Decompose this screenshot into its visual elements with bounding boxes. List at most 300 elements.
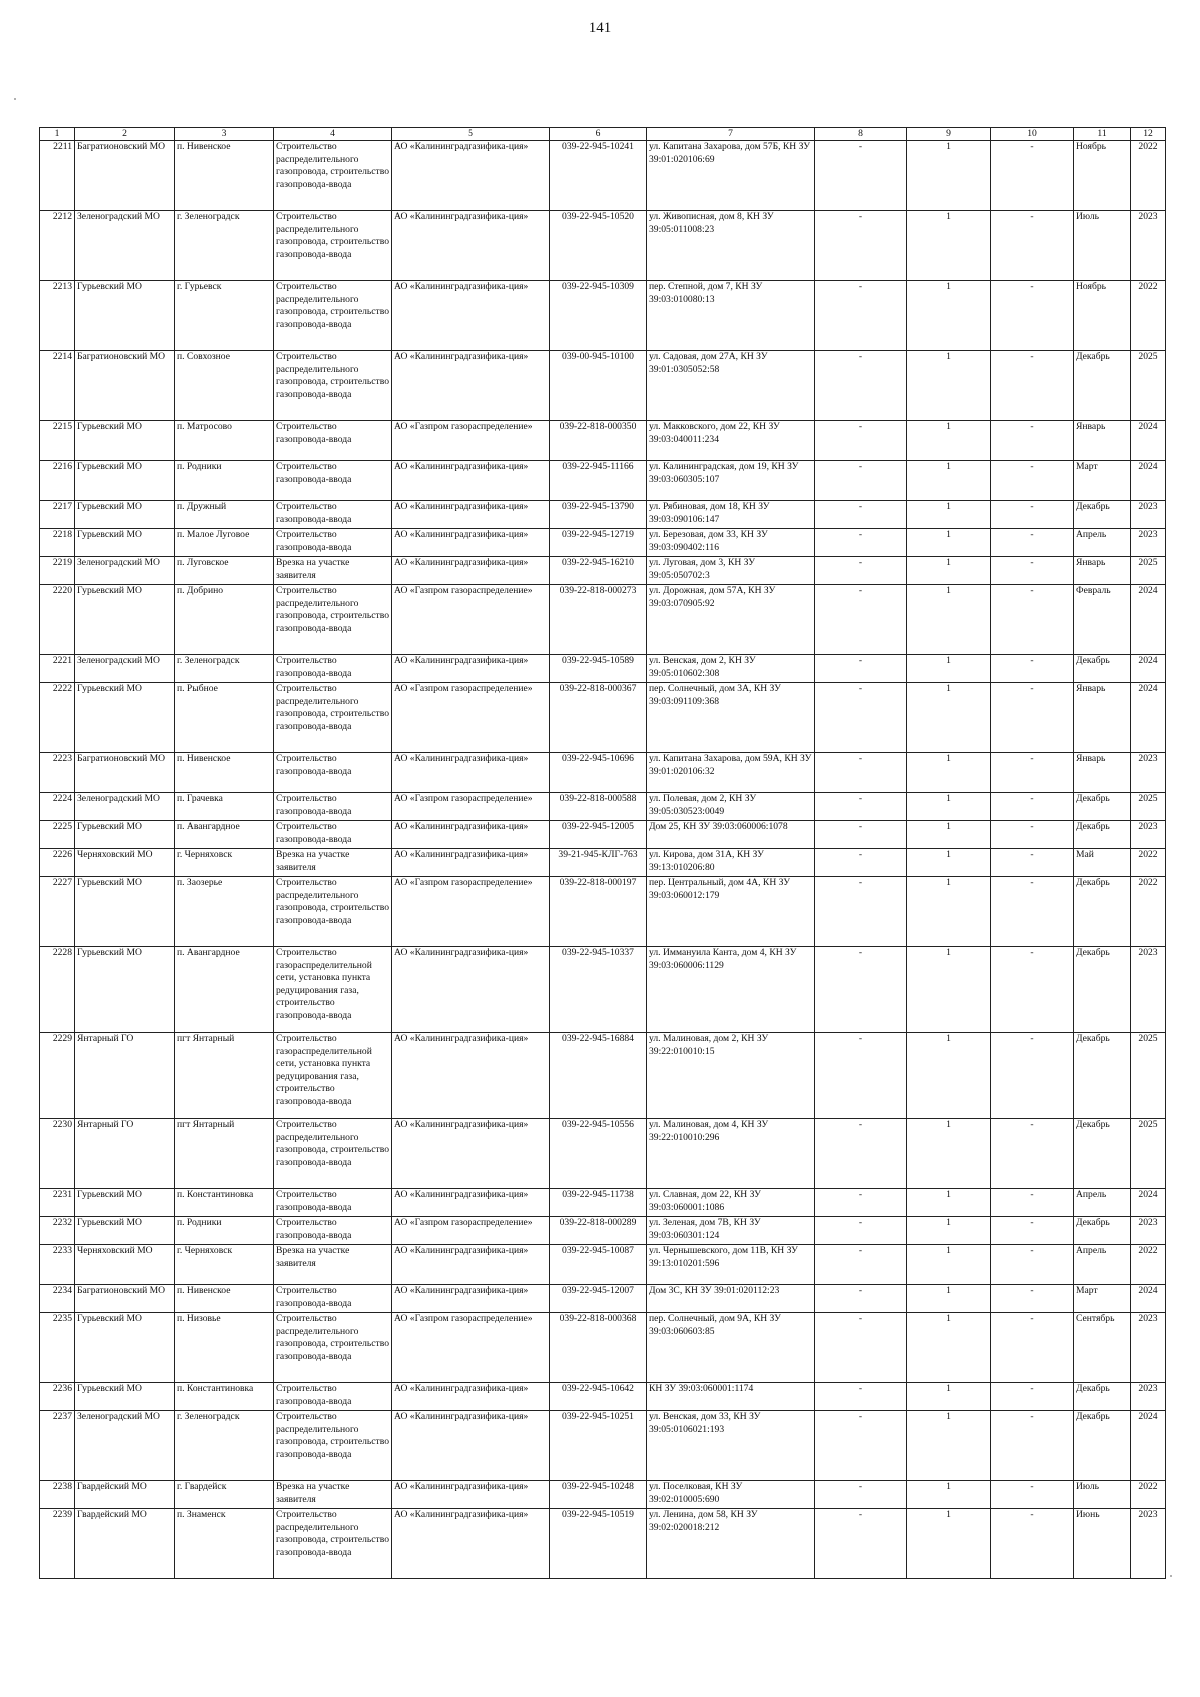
cell-municipality: Гурьевский МО [75, 947, 175, 1033]
table-row [40, 141, 1166, 211]
cell-organization: АО «Газпром газораспределение» [392, 877, 550, 947]
table-row [40, 877, 1166, 947]
cell-address: ул. Калининградская, дом 19, КН ЗУ 39:03:060305:107 [647, 461, 815, 501]
cell-locality: п. Нивенское [175, 753, 274, 793]
cell-year: 2023 [1131, 821, 1166, 849]
cell-code: 039-22-818-000197 [550, 877, 647, 947]
cell-organization: АО «Калининградгазифика-ция» [392, 1033, 550, 1119]
cell-year: 2023 [1131, 501, 1166, 529]
cell-col9: 1 [907, 1119, 991, 1189]
cell-year: 2024 [1131, 1285, 1166, 1313]
cell-col9: 1 [907, 211, 991, 281]
cell-code: 039-22-945-12005 [550, 821, 647, 849]
cell-municipality: Гурьевский МО [75, 501, 175, 529]
cell-col8: - [815, 1245, 907, 1285]
cell-col8: - [815, 655, 907, 683]
cell-address: ул. Поселковая, КН ЗУ 39:02:010005:690 [647, 1481, 815, 1509]
cell-code: 039-00-945-10100 [550, 351, 647, 421]
cell-work-type: Строительство газопровода-ввода [274, 461, 392, 501]
cell-col10: - [991, 1509, 1074, 1579]
cell-month: Декабрь [1074, 821, 1131, 849]
table-row [40, 849, 1166, 877]
cell-number: 2226 [40, 849, 75, 877]
cell-year: 2024 [1131, 461, 1166, 501]
cell-col10: - [991, 141, 1074, 211]
cell-col8: - [815, 753, 907, 793]
cell-address: ул. Иммануила Канта, дом 4, КН ЗУ 39:03:060006:1129 [647, 947, 815, 1033]
cell-organization: АО «Газпром газораспределение» [392, 793, 550, 821]
cell-municipality: Багратионовский МО [75, 753, 175, 793]
cell-year: 2023 [1131, 1383, 1166, 1411]
cell-code: 039-22-945-10519 [550, 1509, 647, 1579]
cell-address: ул. Садовая, дом 27А, КН ЗУ 39:01:0305052:58 [647, 351, 815, 421]
cell-code: 039-22-945-10087 [550, 1245, 647, 1285]
table-row [40, 753, 1166, 793]
cell-municipality: Гурьевский МО [75, 683, 175, 753]
cell-code: 039-22-945-11166 [550, 461, 647, 501]
cell-address: ул. Луговая, дом 3, КН ЗУ 39:05:050702:3 [647, 557, 815, 585]
cell-locality: г. Зеленоградск [175, 211, 274, 281]
cell-organization: АО «Калининградгазифика-ция» [392, 1119, 550, 1189]
cell-organization: АО «Калининградгазифика-ция» [392, 501, 550, 529]
cell-col9: 1 [907, 753, 991, 793]
column-header-4: 4 [274, 128, 392, 141]
cell-number: 2228 [40, 947, 75, 1033]
cell-locality: пгт Янтарный [175, 1033, 274, 1119]
cell-municipality: Гурьевский МО [75, 1217, 175, 1245]
cell-municipality: Гурьевский МО [75, 529, 175, 557]
table-row [40, 821, 1166, 849]
cell-col10: - [991, 1383, 1074, 1411]
cell-code: 039-22-945-12007 [550, 1285, 647, 1313]
cell-organization: АО «Калининградгазифика-ция» [392, 461, 550, 501]
cell-organization: АО «Газпром газораспределение» [392, 421, 550, 461]
cell-month: Ноябрь [1074, 281, 1131, 351]
table-row [40, 529, 1166, 557]
cell-municipality: Гурьевский МО [75, 877, 175, 947]
cell-number: 2220 [40, 585, 75, 655]
cell-year: 2023 [1131, 1509, 1166, 1579]
cell-number: 2233 [40, 1245, 75, 1285]
cell-number: 2234 [40, 1285, 75, 1313]
cell-work-type: Строительство газопровода-ввода [274, 1217, 392, 1245]
cell-year: 2023 [1131, 1313, 1166, 1383]
cell-month: Март [1074, 1285, 1131, 1313]
cell-work-type: Строительство газопровода-ввода [274, 753, 392, 793]
cell-address: ул. Венская, дом 2, КН ЗУ 39:05:010602:308 [647, 655, 815, 683]
cell-code: 039-22-945-10251 [550, 1411, 647, 1481]
cell-col8: - [815, 1411, 907, 1481]
table-row [40, 1189, 1166, 1217]
table-row [40, 585, 1166, 655]
cell-number: 2213 [40, 281, 75, 351]
cell-col10: - [991, 877, 1074, 947]
cell-code: 039-22-945-10241 [550, 141, 647, 211]
cell-year: 2025 [1131, 351, 1166, 421]
cell-organization: АО «Калининградгазифика-ция» [392, 655, 550, 683]
cell-col9: 1 [907, 683, 991, 753]
cell-locality: п. Нивенское [175, 141, 274, 211]
cell-municipality: Гурьевский МО [75, 421, 175, 461]
cell-locality: п. Авангардное [175, 947, 274, 1033]
cell-col8: - [815, 1189, 907, 1217]
cell-locality: п. Луговское [175, 557, 274, 585]
cell-locality: п. Родники [175, 1217, 274, 1245]
cell-municipality: Багратионовский МО [75, 351, 175, 421]
cell-number: 2231 [40, 1189, 75, 1217]
cell-code: 039-22-945-16210 [550, 557, 647, 585]
cell-work-type: Строительство распределительного газопровода, строительство газопровода-ввода [274, 141, 392, 211]
scan-speck [14, 98, 16, 100]
cell-organization: АО «Калининградгазифика-ция» [392, 281, 550, 351]
cell-code: 039-22-945-16884 [550, 1033, 647, 1119]
cell-month: Ноябрь [1074, 141, 1131, 211]
cell-address: ул. Дорожная, дом 57А, КН ЗУ 39:03:070905:92 [647, 585, 815, 655]
cell-col9: 1 [907, 1481, 991, 1509]
cell-number: 2218 [40, 529, 75, 557]
cell-col10: - [991, 1033, 1074, 1119]
cell-code: 039-22-945-10520 [550, 211, 647, 281]
cell-month: Декабрь [1074, 501, 1131, 529]
cell-col10: - [991, 1245, 1074, 1285]
column-header-5: 5 [392, 128, 550, 141]
cell-locality: г. Зеленоградск [175, 655, 274, 683]
cell-col9: 1 [907, 529, 991, 557]
cell-code: 039-22-945-10556 [550, 1119, 647, 1189]
cell-col8: - [815, 141, 907, 211]
cell-locality: г. Гвардейск [175, 1481, 274, 1509]
cell-work-type: Врезка на участке заявителя [274, 557, 392, 585]
table-row [40, 461, 1166, 501]
cell-col8: - [815, 1383, 907, 1411]
cell-address: ул. Макковского, дом 22, КН ЗУ 39:03:040011:234 [647, 421, 815, 461]
cell-address: ул. Зеленая, дом 7В, КН ЗУ 39:03:060301:124 [647, 1217, 815, 1245]
cell-col8: - [815, 1509, 907, 1579]
cell-col9: 1 [907, 1313, 991, 1383]
cell-locality: п. Родники [175, 461, 274, 501]
cell-number: 2229 [40, 1033, 75, 1119]
cell-work-type: Строительство газопровода-ввода [274, 421, 392, 461]
cell-number: 2239 [40, 1509, 75, 1579]
cell-col9: 1 [907, 655, 991, 683]
cell-municipality: Гурьевский МО [75, 461, 175, 501]
table-row [40, 1481, 1166, 1509]
cell-month: Декабрь [1074, 1119, 1131, 1189]
cell-month: Июль [1074, 1481, 1131, 1509]
cell-code: 039-22-945-13790 [550, 501, 647, 529]
table-row [40, 1411, 1166, 1481]
cell-number: 2237 [40, 1411, 75, 1481]
cell-municipality: Гурьевский МО [75, 281, 175, 351]
cell-work-type: Врезка на участке заявителя [274, 849, 392, 877]
cell-number: 2224 [40, 793, 75, 821]
cell-col8: - [815, 585, 907, 655]
cell-work-type: Строительство газопровода-ввода [274, 1189, 392, 1217]
cell-col10: - [991, 421, 1074, 461]
cell-col10: - [991, 1217, 1074, 1245]
cell-work-type: Строительство газопровода-ввода [274, 529, 392, 557]
cell-locality: п. Знаменск [175, 1509, 274, 1579]
cell-col8: - [815, 211, 907, 281]
cell-col9: 1 [907, 1033, 991, 1119]
column-header-3: 3 [175, 128, 274, 141]
cell-municipality: Черняховский МО [75, 849, 175, 877]
column-header-2: 2 [75, 128, 175, 141]
cell-locality: п. Добрино [175, 585, 274, 655]
cell-code: 039-22-945-10309 [550, 281, 647, 351]
cell-month: Январь [1074, 421, 1131, 461]
cell-work-type: Строительство распределительного газопровода, строительство газопровода-ввода [274, 351, 392, 421]
cell-col10: - [991, 1481, 1074, 1509]
cell-address: ул. Капитана Захарова, дом 59А, КН ЗУ 39:01:020106:32 [647, 753, 815, 793]
cell-address: ул. Кирова, дом 31А, КН ЗУ 39:13:010206:80 [647, 849, 815, 877]
cell-municipality: Гурьевский МО [75, 821, 175, 849]
cell-municipality: Гурьевский МО [75, 1313, 175, 1383]
cell-municipality: Янтарный ГО [75, 1119, 175, 1189]
cell-locality: г. Гурьевск [175, 281, 274, 351]
cell-code: 039-22-945-10337 [550, 947, 647, 1033]
cell-col9: 1 [907, 849, 991, 877]
cell-col8: - [815, 877, 907, 947]
column-number-row [40, 128, 1166, 141]
cell-col9: 1 [907, 501, 991, 529]
cell-organization: АО «Калининградгазифика-ция» [392, 849, 550, 877]
cell-year: 2024 [1131, 1189, 1166, 1217]
table-row [40, 557, 1166, 585]
cell-work-type: Строительство распределительного газопровода, строительство газопровода-ввода [274, 585, 392, 655]
cell-municipality: Зеленоградский МО [75, 211, 175, 281]
cell-month: Январь [1074, 683, 1131, 753]
cell-locality: пгт Янтарный [175, 1119, 274, 1189]
cell-col8: - [815, 1313, 907, 1383]
cell-work-type: Строительство распределительного газопровода, строительство газопровода-ввода [274, 211, 392, 281]
cell-organization: АО «Газпром газораспределение» [392, 585, 550, 655]
cell-col8: - [815, 1119, 907, 1189]
cell-col8: - [815, 1285, 907, 1313]
cell-number: 2215 [40, 421, 75, 461]
cell-month: Июль [1074, 211, 1131, 281]
cell-col9: 1 [907, 793, 991, 821]
cell-municipality: Гвардейский МО [75, 1481, 175, 1509]
cell-col8: - [815, 1217, 907, 1245]
cell-locality: п. Матросово [175, 421, 274, 461]
cell-locality: п. Малое Луговое [175, 529, 274, 557]
cell-year: 2025 [1131, 557, 1166, 585]
cell-col8: - [815, 849, 907, 877]
cell-code: 039-22-945-10696 [550, 753, 647, 793]
table-row [40, 211, 1166, 281]
cell-col8: - [815, 501, 907, 529]
cell-organization: АО «Калининградгазифика-ция» [392, 1383, 550, 1411]
cell-col10: - [991, 1119, 1074, 1189]
cell-locality: п. Авангардное [175, 821, 274, 849]
cell-month: Май [1074, 849, 1131, 877]
table-row [40, 1119, 1166, 1189]
cell-month: Декабрь [1074, 793, 1131, 821]
cell-col10: - [991, 849, 1074, 877]
cell-col10: - [991, 1313, 1074, 1383]
column-header-1: 1 [40, 128, 75, 141]
cell-work-type: Строительство газопровода-ввода [274, 655, 392, 683]
table-row [40, 793, 1166, 821]
cell-address: ул. Полевая, дом 2, КН ЗУ 39:05:030523:0049 [647, 793, 815, 821]
cell-address: ул. Капитана Захарова, дом 57Б, КН ЗУ 39:01:020106:69 [647, 141, 815, 211]
cell-organization: АО «Калининградгазифика-ция» [392, 529, 550, 557]
cell-col10: - [991, 793, 1074, 821]
cell-col9: 1 [907, 1245, 991, 1285]
cell-number: 2214 [40, 351, 75, 421]
cell-municipality: Гурьевский МО [75, 1189, 175, 1217]
cell-organization: АО «Калининградгазифика-ция» [392, 1481, 550, 1509]
cell-code: 039-22-818-000588 [550, 793, 647, 821]
cell-municipality: Гурьевский МО [75, 1383, 175, 1411]
cell-col9: 1 [907, 1411, 991, 1481]
cell-col10: - [991, 281, 1074, 351]
cell-col8: - [815, 947, 907, 1033]
table-row [40, 1383, 1166, 1411]
cell-organization: АО «Калининградгазифика-ция» [392, 1245, 550, 1285]
cell-year: 2022 [1131, 1481, 1166, 1509]
cell-col8: - [815, 821, 907, 849]
cell-work-type: Строительство распределительного газопровода, строительство газопровода-ввода [274, 683, 392, 753]
column-header-12: 12 [1131, 128, 1166, 141]
cell-col10: - [991, 501, 1074, 529]
cell-month: Декабрь [1074, 655, 1131, 683]
cell-organization: АО «Калининградгазифика-ция» [392, 947, 550, 1033]
cell-col8: - [815, 461, 907, 501]
cell-number: 2238 [40, 1481, 75, 1509]
table-row [40, 1509, 1166, 1579]
page-number: 141 [588, 20, 612, 36]
cell-number: 2216 [40, 461, 75, 501]
cell-work-type: Строительство распределительного газопровода, строительство газопровода-ввода [274, 281, 392, 351]
cell-month: Сентябрь [1074, 1313, 1131, 1383]
table-row [40, 655, 1166, 683]
cell-year: 2024 [1131, 585, 1166, 655]
cell-col9: 1 [907, 351, 991, 421]
cell-number: 2211 [40, 141, 75, 211]
cell-organization: АО «Калининградгазифика-ция» [392, 1189, 550, 1217]
cell-organization: АО «Калининградгазифика-ция» [392, 1411, 550, 1481]
cell-locality: п. Рыбное [175, 683, 274, 753]
cell-organization: АО «Калининградгазифика-ция» [392, 753, 550, 793]
cell-year: 2022 [1131, 849, 1166, 877]
cell-col10: - [991, 529, 1074, 557]
table-row [40, 1217, 1166, 1245]
cell-month: Апрель [1074, 1245, 1131, 1285]
cell-number: 2221 [40, 655, 75, 683]
cell-col10: - [991, 557, 1074, 585]
cell-address: пер. Солнечный, дом 9А, КН ЗУ 39:03:060603:85 [647, 1313, 815, 1383]
cell-work-type: Строительство распределительного газопровода, строительство газопровода-ввода [274, 1119, 392, 1189]
gas-connection-register-table [39, 127, 1166, 1579]
cell-number: 2217 [40, 501, 75, 529]
cell-col8: - [815, 683, 907, 753]
cell-year: 2022 [1131, 1245, 1166, 1285]
cell-organization: АО «Калининградгазифика-ция» [392, 1509, 550, 1579]
cell-col8: - [815, 1481, 907, 1509]
cell-col10: - [991, 351, 1074, 421]
cell-code: 039-22-818-000367 [550, 683, 647, 753]
cell-address: Дом 3С, КН ЗУ 39:01:020112:23 [647, 1285, 815, 1313]
cell-work-type: Строительство распределительного газопровода, строительство газопровода-ввода [274, 1509, 392, 1579]
cell-year: 2023 [1131, 947, 1166, 1033]
cell-year: 2024 [1131, 1411, 1166, 1481]
cell-address: ул. Живописная, дом 8, КН ЗУ 39:05:011008:23 [647, 211, 815, 281]
cell-col8: - [815, 793, 907, 821]
cell-address: ул. Ленина, дом 58, КН ЗУ 39:02:020018:212 [647, 1509, 815, 1579]
cell-col9: 1 [907, 461, 991, 501]
cell-address: Дом 25, КН ЗУ 39:03:060006:1078 [647, 821, 815, 849]
column-header-8: 8 [815, 128, 907, 141]
cell-col10: - [991, 753, 1074, 793]
cell-col8: - [815, 281, 907, 351]
cell-month: Декабрь [1074, 1411, 1131, 1481]
cell-year: 2025 [1131, 1033, 1166, 1119]
cell-municipality: Зеленоградский МО [75, 655, 175, 683]
cell-col9: 1 [907, 1383, 991, 1411]
cell-col9: 1 [907, 947, 991, 1033]
cell-col8: - [815, 557, 907, 585]
cell-locality: п. Совхозное [175, 351, 274, 421]
cell-month: Декабрь [1074, 947, 1131, 1033]
cell-col9: 1 [907, 1189, 991, 1217]
cell-code: 39-21-945-КЛГ-763 [550, 849, 647, 877]
cell-month: Декабрь [1074, 1383, 1131, 1411]
table-row [40, 947, 1166, 1033]
cell-year: 2024 [1131, 655, 1166, 683]
cell-locality: г. Черняховск [175, 1245, 274, 1285]
table-row [40, 1245, 1166, 1285]
cell-locality: п. Низовье [175, 1313, 274, 1383]
column-header-7: 7 [647, 128, 815, 141]
cell-work-type: Строительство газопровода-ввода [274, 501, 392, 529]
cell-col8: - [815, 1033, 907, 1119]
cell-locality: п. Константиновка [175, 1383, 274, 1411]
cell-col8: - [815, 351, 907, 421]
cell-work-type: Строительство газораспределительной сети, установка пункта редуцирования газа, строительство газопровода-ввода [274, 947, 392, 1033]
cell-address: пер. Центральный, дом 4А, КН ЗУ 39:03:060012:179 [647, 877, 815, 947]
table-body [40, 141, 1166, 1579]
cell-col9: 1 [907, 1285, 991, 1313]
cell-number: 2225 [40, 821, 75, 849]
cell-year: 2022 [1131, 877, 1166, 947]
cell-month: Февраль [1074, 585, 1131, 655]
cell-work-type: Врезка на участке заявителя [274, 1481, 392, 1509]
cell-work-type: Строительство газопровода-ввода [274, 821, 392, 849]
column-header-11: 11 [1074, 128, 1131, 141]
cell-year: 2022 [1131, 141, 1166, 211]
cell-locality: п. Дружный [175, 501, 274, 529]
cell-locality: п. Заозерье [175, 877, 274, 947]
cell-number: 2236 [40, 1383, 75, 1411]
cell-code: 039-22-945-10248 [550, 1481, 647, 1509]
cell-organization: АО «Калининградгазифика-ция» [392, 141, 550, 211]
cell-col10: - [991, 585, 1074, 655]
cell-year: 2024 [1131, 421, 1166, 461]
cell-month: Апрель [1074, 1189, 1131, 1217]
cell-work-type: Строительство распределительного газопровода, строительство газопровода-ввода [274, 877, 392, 947]
cell-number: 2235 [40, 1313, 75, 1383]
table-row [40, 683, 1166, 753]
cell-address: ул. Славная, дом 22, КН ЗУ 39:03:060001:1086 [647, 1189, 815, 1217]
cell-col8: - [815, 421, 907, 461]
cell-col9: 1 [907, 557, 991, 585]
cell-col10: - [991, 655, 1074, 683]
column-header-6: 6 [550, 128, 647, 141]
cell-organization: АО «Газпром газораспределение» [392, 1217, 550, 1245]
table-row [40, 351, 1166, 421]
